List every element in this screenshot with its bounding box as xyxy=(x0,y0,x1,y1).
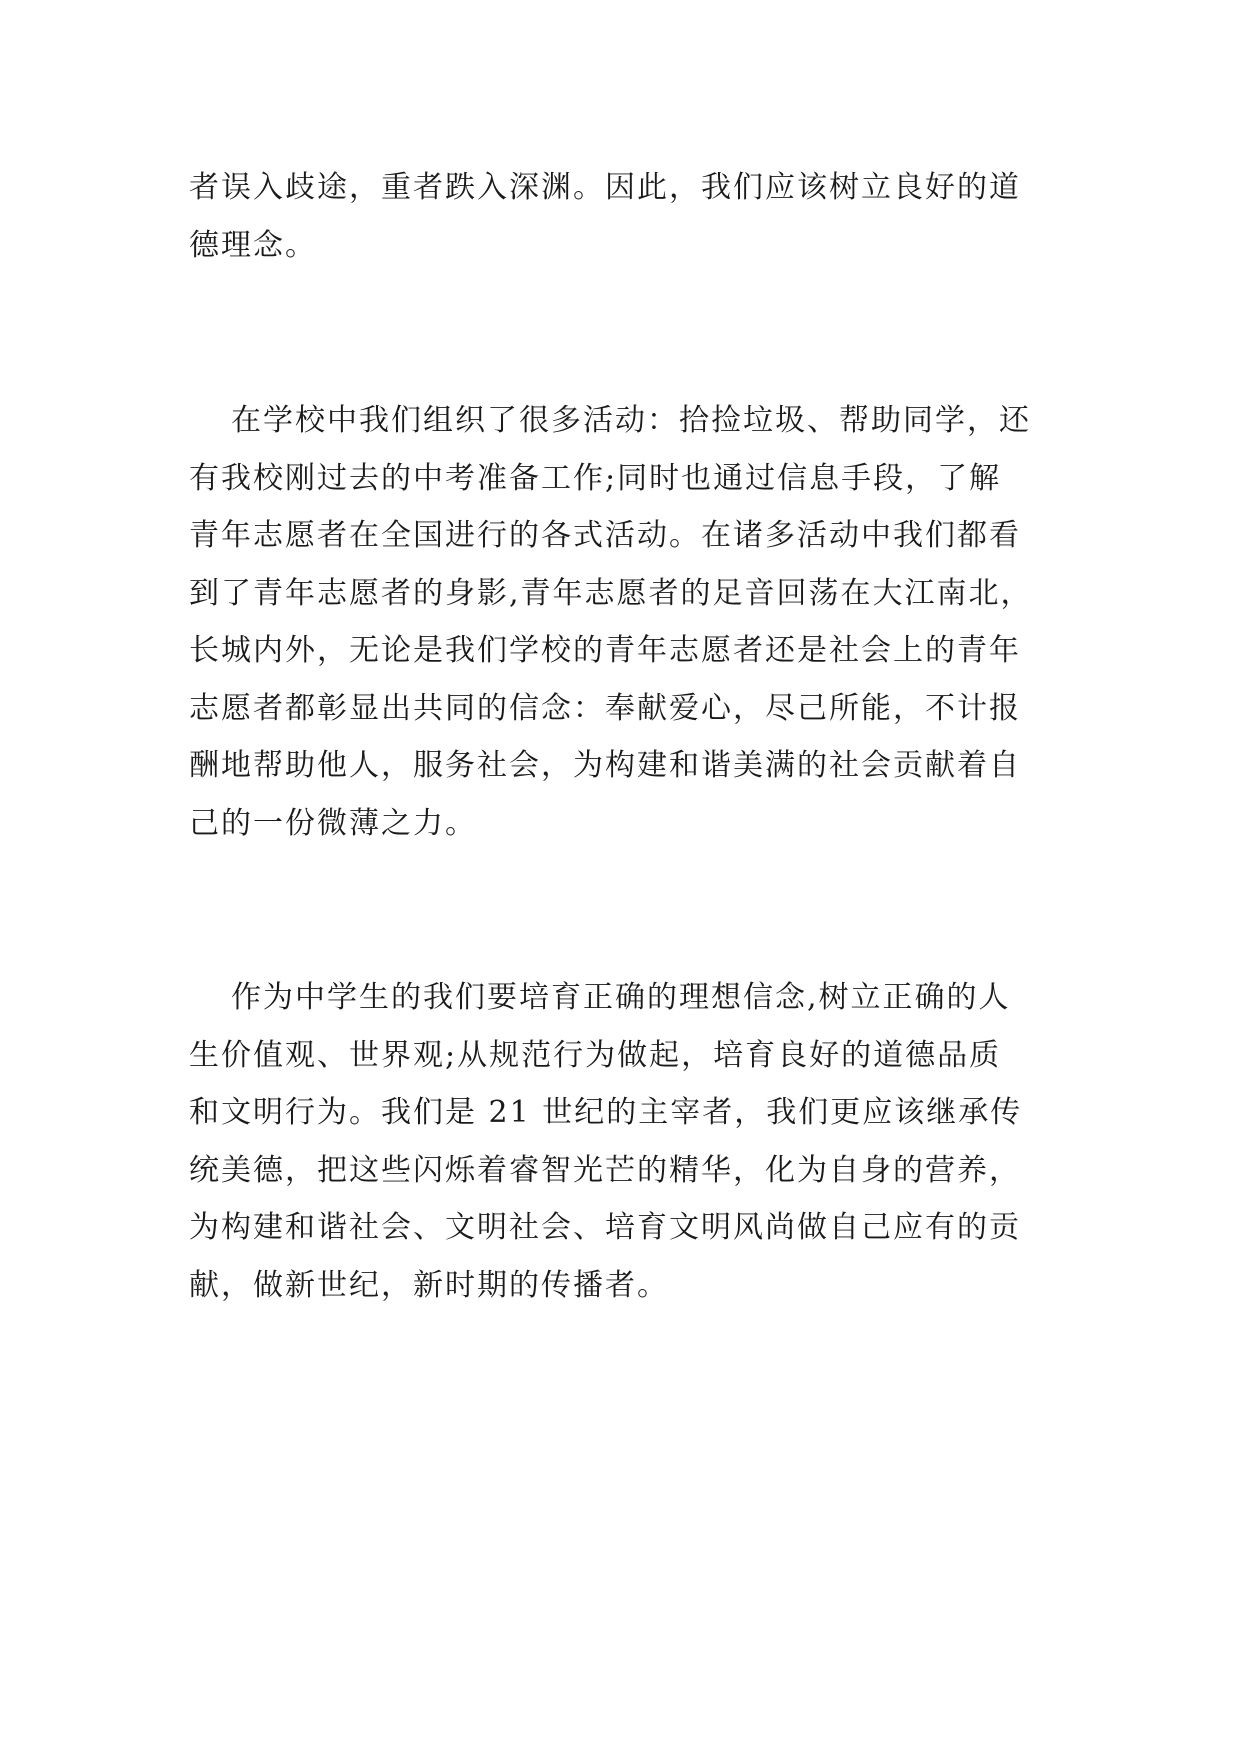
text-line: 志愿者都彰显出共同的信念：奉献爱心，尽己所能，不计报 xyxy=(189,690,1021,726)
text-line: 酬地帮助他人，服务社会，为构建和谐美满的社会贡献着自 xyxy=(189,748,1021,783)
text-line: 者误入歧途，重者跌入深渊。因此，我们应该树立良好的道 xyxy=(189,170,1021,205)
text-line: 献，做新世纪，新时期的传播者。 xyxy=(189,1267,669,1303)
text-line: 生价值观、世界观;从规范行为做起，培育良好的道德品质 xyxy=(189,1037,1002,1073)
text-line: 长城内外，无论是我们学校的青年志愿者还是社会上的青年 xyxy=(189,633,1021,668)
text-line: 统美德，把这些闪烁着睿智光芒的精华，化为自身的营养， xyxy=(189,1152,1021,1188)
text-line: 青年志愿者在全国进行的各式活动。在诸多活动中我们都看 xyxy=(189,518,1021,553)
paragraph-students-beliefs xyxy=(189,969,1069,1314)
paragraph-school-activities xyxy=(189,392,1069,852)
text-line: 为构建和谐社会、文明社会、培育文明风尚做自己应有的贡 xyxy=(189,1210,1021,1245)
text-line: 和文明行为。我们是 21 世纪的主宰者，我们更应该继承传 xyxy=(189,1095,1023,1130)
paragraph-continuation xyxy=(189,159,1069,274)
text-line: 德理念。 xyxy=(189,227,317,263)
text-line-first: 作为中学生的我们要培育正确的理想信念,树立正确的人 xyxy=(231,980,1011,1015)
text-line: 有我校刚过去的中考准备工作;同时也通过信息手段，了解 xyxy=(189,460,1002,496)
text-line: 己的一份微薄之力。 xyxy=(189,805,477,841)
text-line: 到了青年志愿者的身影,青年志愿者的足音回荡在大江南北， xyxy=(189,575,1033,611)
text-line-first: 在学校中我们组织了很多活动：拾捡垃圾、帮助同学，还 xyxy=(231,403,1031,438)
